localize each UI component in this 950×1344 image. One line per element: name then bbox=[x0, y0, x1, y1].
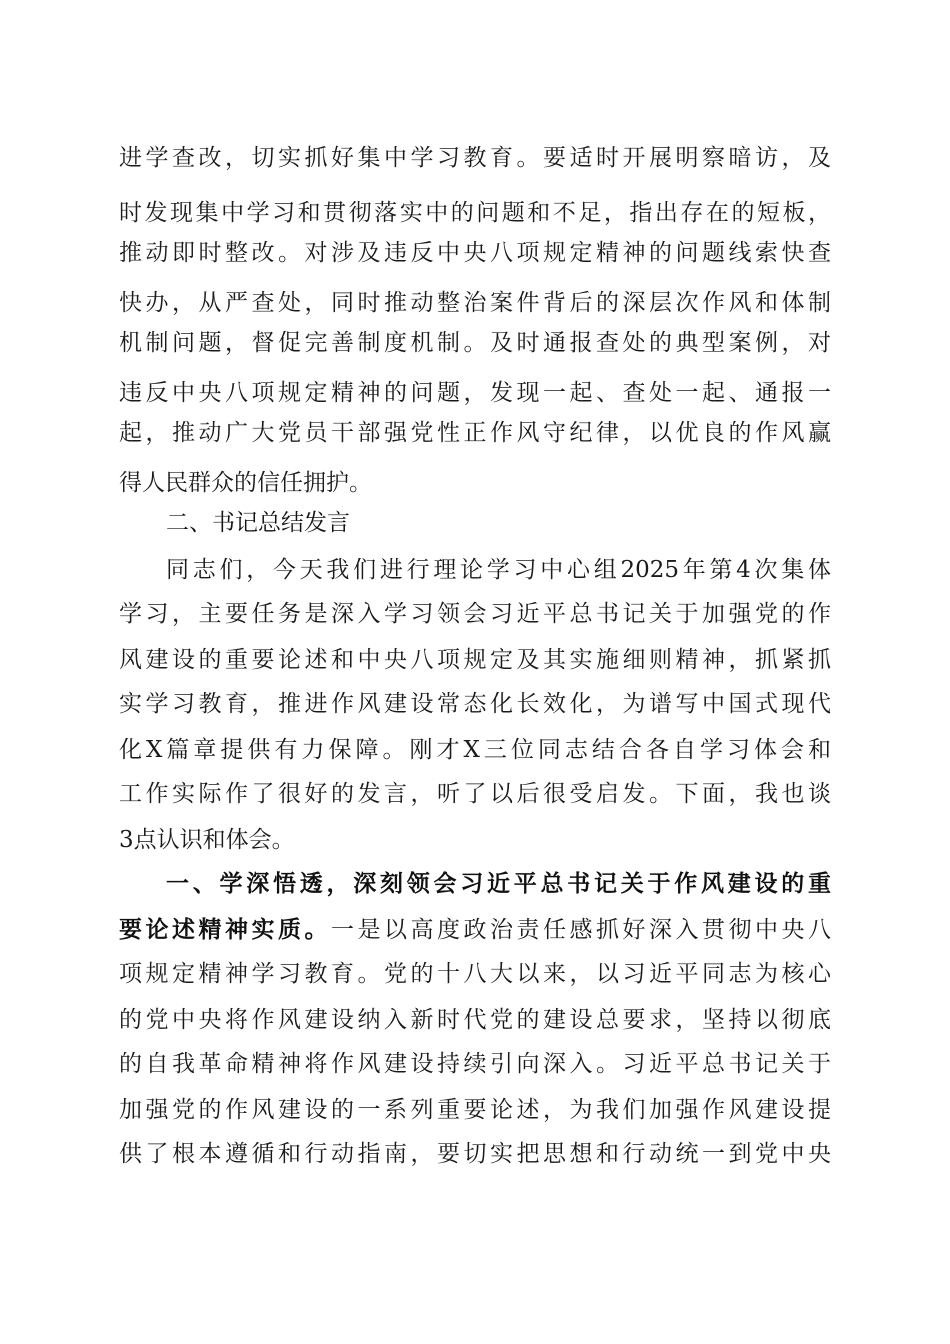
point-heading-continuation: 要论述精神实质。 bbox=[119, 916, 331, 943]
speech-line: 学习，主要任务是深入学习领会习近平总书记关于加强党的作 bbox=[119, 601, 831, 627]
point-line: 加强党的作风建设的一系列重要论述，为我们加强作风建设提 bbox=[119, 1097, 831, 1123]
speech-line: 工作实际作了很好的发言，听了以后很受启发。下面，我也谈 bbox=[119, 781, 831, 807]
point-text: 一是以高度政治责任感抓好深入贯彻中央八 bbox=[331, 917, 831, 943]
speech-line: 实学习教育，推进作风建设常态化长效化，为谱写中国式现代 bbox=[119, 691, 831, 717]
speech-line: 风建设的重要论述和中央八项规定及其实施细则精神，抓紧抓 bbox=[119, 647, 831, 673]
body-line: 违反中央八项规定精神的问题，发现一起、查处一起、通报一 bbox=[119, 380, 831, 406]
speech-line: 3点认识和体会。 bbox=[119, 827, 295, 853]
body-line: 起，推动广大党员干部强党性正作风守纪律，以优良的作风赢 bbox=[119, 420, 831, 446]
point-line: 的自我革命精神将作风建设持续引向深入。习近平总书记关于 bbox=[119, 1051, 831, 1077]
body-line: 快办，从严查处，同时推动整治案件背后的深层次作风和体制 bbox=[119, 290, 831, 316]
body-line: 推动即时整改。对涉及违反中央八项规定精神的问题线索快查 bbox=[119, 240, 831, 266]
point-line: 供了根本遵循和行动指南，要切实把思想和行动统一到党中央 bbox=[119, 1141, 831, 1167]
body-line: 时发现集中学习和贯彻落实中的问题和不足，指出存在的短板， bbox=[119, 200, 831, 226]
section-heading: 二、书记总结发言 bbox=[166, 510, 350, 536]
point-line: 项规定精神学习教育。党的十八大以来，以习近平同志为核心 bbox=[119, 961, 831, 987]
body-line: 进学查改，切实抓好集中学习教育。要适时开展明察暗访，及 bbox=[119, 145, 831, 171]
speech-line: 化X篇章提供有力保障。刚才X三位同志结合各自学习体会和 bbox=[119, 737, 831, 763]
body-line: 机制问题，督促完善制度机制。及时通报查处的典型案例，对 bbox=[119, 330, 831, 356]
point-line: 的党中央将作风建设纳入新时代党的建设总要求，坚持以彻底 bbox=[119, 1007, 831, 1033]
body-line: 得人民群众的信任拥护。 bbox=[119, 470, 372, 496]
point-heading: 一、学深悟透，深刻领会习近平总书记关于作风建设的重 bbox=[166, 870, 831, 897]
speech-line: 同志们，今天我们进行理论学习中心组2025年第4次集体 bbox=[166, 557, 831, 583]
point-mixed-line bbox=[119, 910, 831, 950]
